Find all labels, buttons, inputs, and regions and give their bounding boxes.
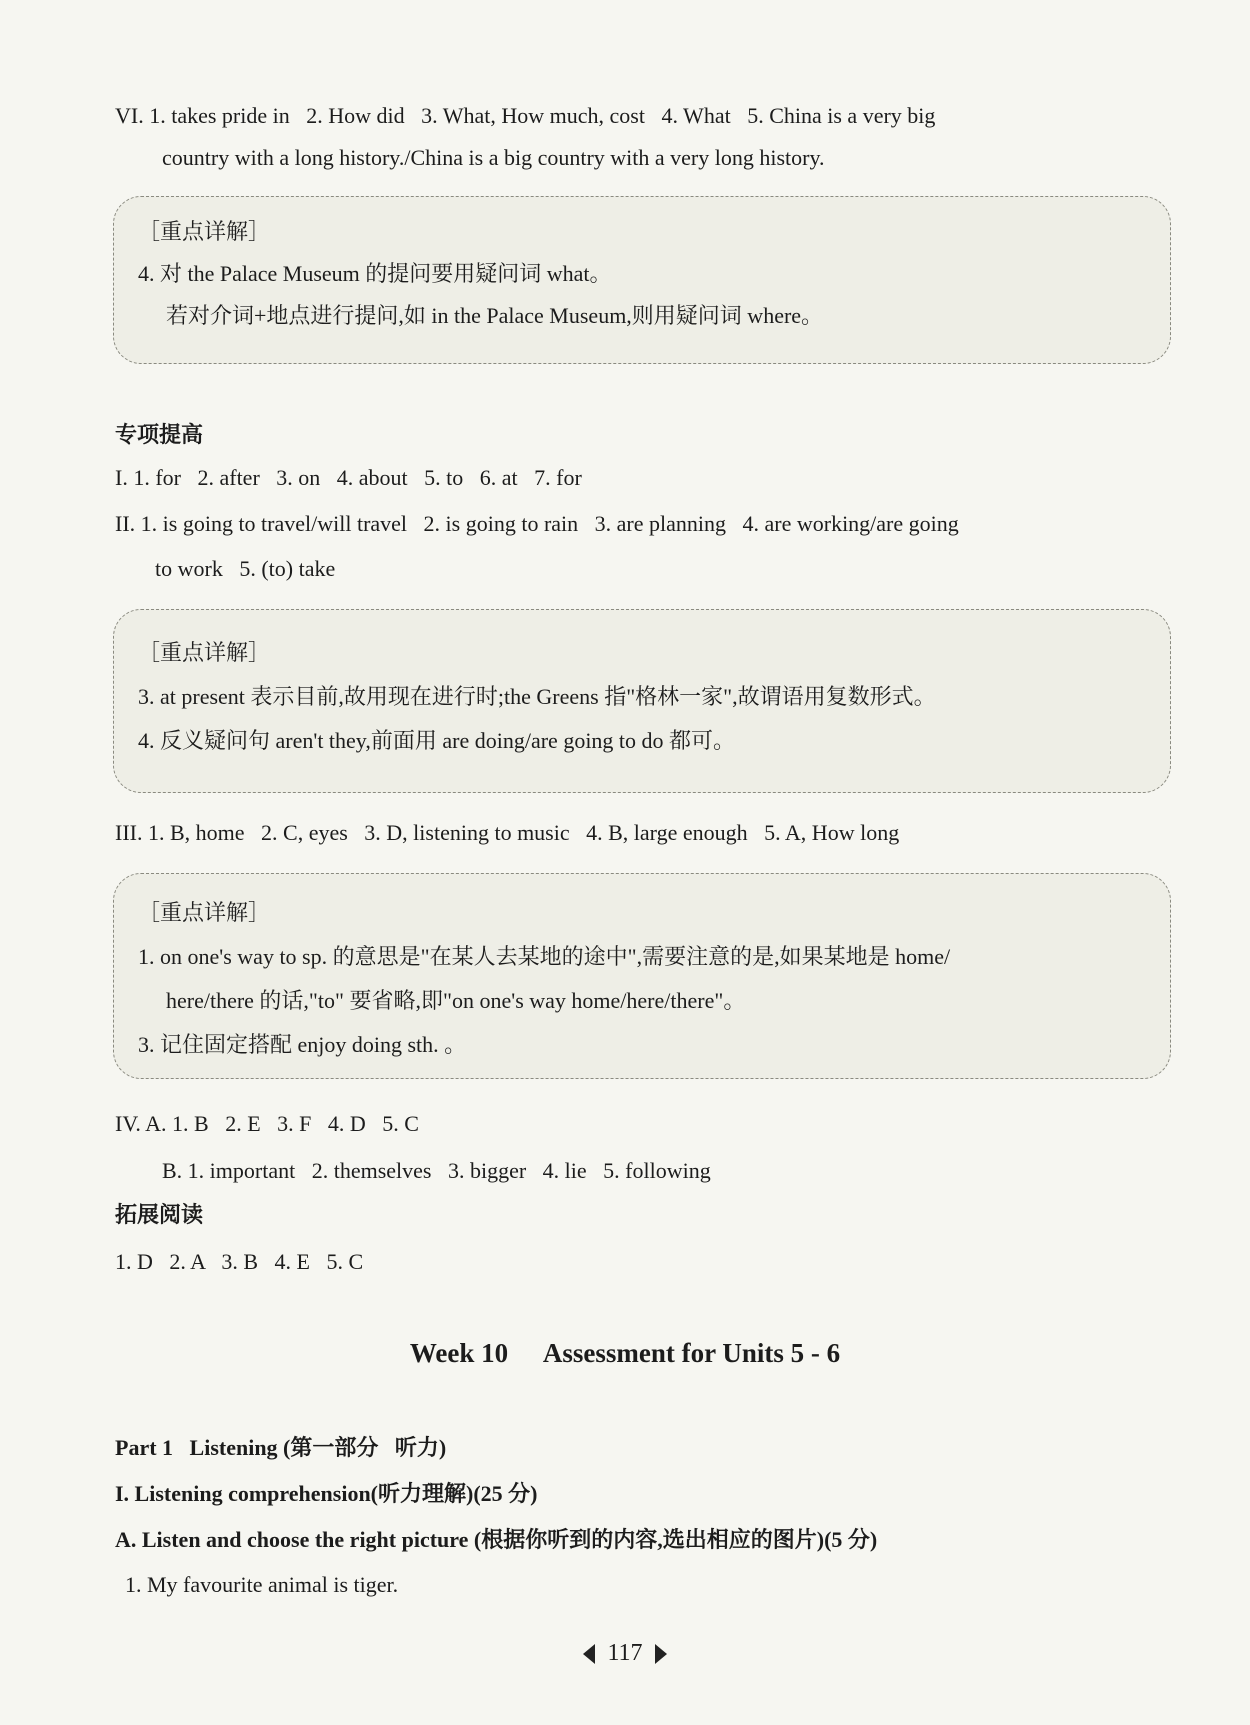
week-title (0, 1336, 1250, 1370)
key-explanation-item: 3. at present 表示目前,故用现在进行时;the Greens 指"格林一家",故谓语用复数形式。 (138, 684, 936, 709)
key-explanation-item: 1. on one's way to sp. 的意思是"在某人去某地的途中",需要注意的是,如果某地是 home/ (138, 944, 951, 969)
key-explanation-item: 若对介词+地点进行提问,如 in the Palace Museum,则用疑问词 where。 (166, 303, 824, 328)
triangle-right-icon (655, 1644, 667, 1664)
section-vi-line-1: VI. 1. takes pride in 2. How did 3. What, How much, cost 4. What 5. China is a very big (115, 103, 936, 128)
key-explanation-item: 3. 记住固定搭配 enjoy doing sth. 。 (138, 1032, 467, 1057)
key-explanation-box-3 (113, 873, 1171, 1079)
section-vi-line-2: country with a long history./China is a big country with a very long history. (162, 145, 825, 170)
key-explanation-box-2 (113, 609, 1171, 793)
section-iv-a-line: IV. A. 1. B 2. E 3. F 4. D 5. C (115, 1111, 419, 1136)
page-footer (0, 1638, 1250, 1668)
section-ii-line-1: II. 1. is going to travel/will travel 2. is going to rain 3. are planning 4. are working/are going (115, 511, 959, 536)
key-explanation-heading: ［重点详解］ (138, 219, 271, 244)
key-explanation-item: 4. 对 the Palace Museum 的提问要用疑问词 what。 (138, 261, 612, 286)
section-iii-line: III. 1. B, home 2. C, eyes 3. D, listening to music 4. B, large enough 5. A, How long (115, 820, 900, 845)
listening-i-heading: I. Listening comprehension(听力理解)(25 分) (115, 1481, 538, 1506)
reading-answers-line: 1. D 2. A 3. B 4. E 5. C (115, 1249, 364, 1274)
assessment-title: Assessment for Units 5 - 6 (542, 1338, 841, 1368)
listening-a-heading: A. Listen and choose the right picture (根据你听到的内容,选出相应的图片)(5 分) (115, 1527, 878, 1552)
week-label: Week 10 (409, 1338, 509, 1368)
key-explanation-box-1 (113, 196, 1171, 364)
key-explanation-heading: ［重点详解］ (138, 640, 271, 665)
section-ii-line-2: to work 5. (to) take (155, 556, 336, 581)
key-explanation-item: 4. 反义疑问句 aren't they,前面用 are doing/are going to do 都可。 (138, 728, 736, 753)
key-explanation-item: here/there 的话,"to" 要省略,即"on one's way home/here/there"。 (166, 988, 746, 1013)
section-iv-b-line: B. 1. important 2. themselves 3. bigger 4. lie 5. following (162, 1158, 711, 1183)
section-heading-zhuanxiang: 专项提高 (115, 423, 204, 448)
key-explanation-heading: ［重点详解］ (138, 900, 271, 925)
section-i-line: I. 1. for 2. after 3. on 4. about 5. to 6. at 7. for (115, 465, 582, 490)
section-heading-tuozhan: 拓展阅读 (115, 1203, 204, 1228)
part1-heading: Part 1 Listening (第一部分 听力) (115, 1435, 447, 1460)
triangle-left-icon (583, 1644, 595, 1664)
page-number: 117 (607, 1640, 643, 1666)
question-1: 1. My favourite animal is tiger. (125, 1572, 399, 1597)
